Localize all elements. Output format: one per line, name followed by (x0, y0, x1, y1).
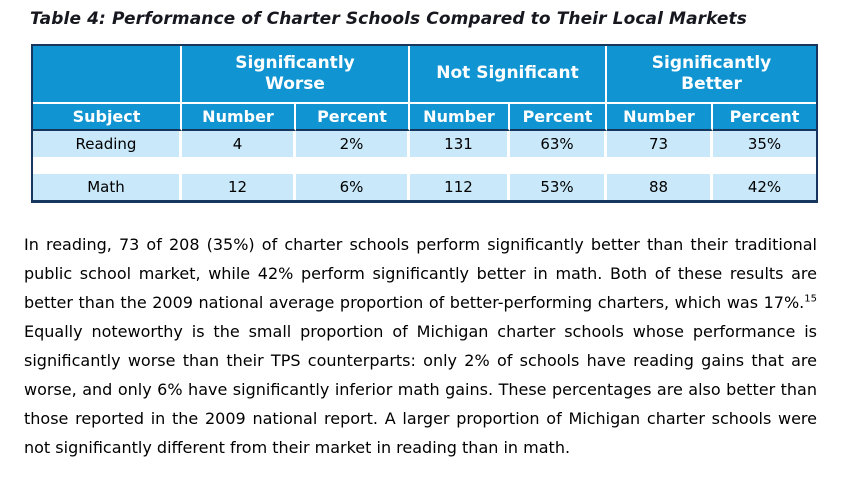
math-ns-percent-cell: 53% (510, 174, 607, 200)
column-header-number-better: Number (607, 104, 713, 131)
spacer-cell (33, 157, 816, 174)
group-header-not-significant (410, 46, 607, 104)
math-worse-number-cell: 12 (182, 174, 296, 200)
reading-ns-percent-cell: 63% (510, 131, 607, 157)
reading-better-percent-cell: 35% (713, 131, 816, 157)
group-header-significantly-better-label: Significantly Better (651, 52, 772, 94)
column-header-percent-ns: Percent (510, 104, 607, 131)
column-header-percent-better: Percent (713, 104, 816, 131)
column-header-percent-worse: Percent (296, 104, 410, 131)
charter-performance-table (31, 44, 818, 203)
group-header-empty (33, 46, 182, 104)
math-subject-cell: Math (33, 174, 182, 200)
reading-subject-cell: Reading (33, 131, 182, 157)
group-header-row (33, 46, 816, 104)
reading-worse-percent-cell: 2% (296, 131, 410, 157)
table-row-reading (33, 131, 816, 157)
reading-ns-number-cell: 131 (410, 131, 510, 157)
math-better-number-cell: 88 (607, 174, 713, 200)
page-title: Table 4: Performance of Charter Schools Compared to Their Local Markets (30, 9, 748, 29)
footnote-reference-15: 15 (804, 293, 817, 305)
paragraph-text-part2: Equally noteworthy is the small proportion of Michigan charter schools whose performance is significantly worse than their TPS counterparts: only 2% of schools have reading gains that are worse, and only 6% have significantly inferior math gains. These percentages are also better than those reported in the 2009 national report. A larger proportion of Michigan charter schools were not significantly different from their market in reading than in math. (24, 322, 817, 457)
table-row-math (33, 174, 816, 200)
group-header-significantly-better (607, 46, 816, 104)
column-header-subject: Subject (33, 104, 182, 131)
group-header-not-significant-label: Not Significant (436, 63, 579, 84)
column-header-number-worse: Number (182, 104, 296, 131)
group-header-significantly-worse-label: Significantly Worse (235, 52, 355, 94)
reading-worse-number-cell: 4 (182, 131, 296, 157)
math-ns-number-cell: 112 (410, 174, 510, 200)
math-better-percent-cell: 42% (713, 174, 816, 200)
table-spacer-row (33, 157, 816, 174)
column-header-number-ns: Number (410, 104, 510, 131)
column-header-row (33, 104, 816, 131)
reading-better-number-cell: 73 (607, 131, 713, 157)
paragraph-text-part1: In reading, 73 of 208 (35%) of charter schools perform significantly better than their traditional public school market, while 42% perform significantly better in math. Both of these results are better than the 2009 national average proportion of better-performing charters, which was 17%. (24, 235, 817, 312)
group-header-significantly-worse (182, 46, 410, 104)
math-worse-percent-cell: 6% (296, 174, 410, 200)
body-paragraph (24, 230, 817, 462)
